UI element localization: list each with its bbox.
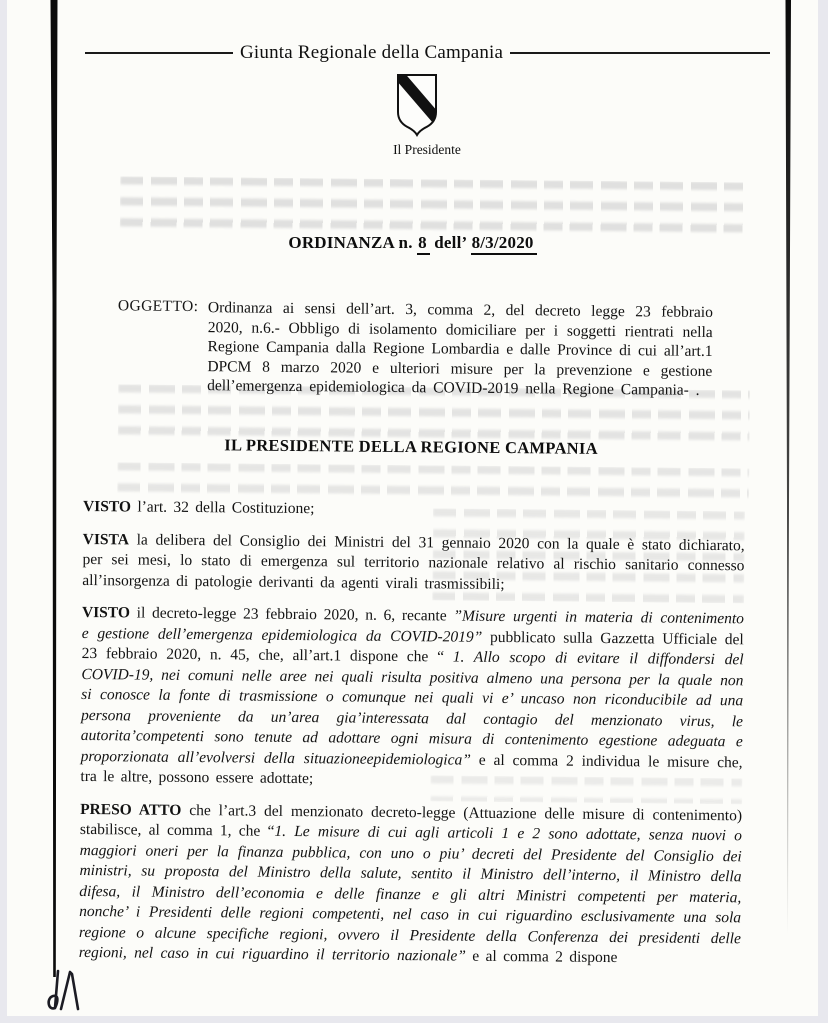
subject-text: Ordinanza ai sensi dell’art. 3, comma 2, del decreto legge 23 febbraio 2020, n.6.- Obbligo di isolamento domiciliare per i soggetti rientrati nella Regione Campania dalla Regione Lombardia e dalle Province di cui all’art.1 DPCM 8 marzo 2020 e ulteriori misure per la prevenzione e gestione dell’emergenza epidemiologica da COVID-2019 nella Regione Campania- . bbox=[207, 299, 713, 399]
subject-block bbox=[117, 297, 718, 400]
text-segment: VISTO bbox=[81, 603, 131, 622]
text-segment: e al comma 2 individua le misure che, tra le altre, possono essere adottate; bbox=[80, 751, 743, 788]
text-segment: che l’art.3 del menzionato decreto-legge (Attuazione delle misure di contenimento) stabilisce, al comma 1, che “ bbox=[79, 801, 743, 840]
text-segment: 1. Le misure di cui agli articoli 1 e 2 sono adottate, senza nuovi o maggiori oneri per la finanza pubblica, con uno o piu’ decreti del Presidente del Consiglio dei ministri, su proposta del Ministro della salute, sentito il Ministro dell’interno, il Ministro della difesa, il Ministro dell’economia e delle finanze e gli altri Ministri competenti per materia, nonche’ i Presidenti delle regioni competenti, nel caso in cui riguardino esclusivamente una sola regione o alcune specifiche regioni, ovvero il Presidente della Conferenza dei presidenti delle regioni, nel caso in cui riguardino il territorio nazionale” bbox=[78, 822, 742, 965]
section-heading: IL PRESIDENTE DELLA REGIONE CAMPANIA bbox=[224, 435, 598, 458]
text-segment: VISTO bbox=[82, 497, 132, 516]
ordinance-date: 8/3/2020 bbox=[471, 233, 537, 255]
text-segment: pubblicato sulla Gazzetta Ufficiale del 23 febbraio 2020, n. 45, che, all’art.1 dispone che “ bbox=[81, 628, 744, 666]
document-paragraphs bbox=[79, 497, 746, 982]
document-body bbox=[7, 0, 818, 1016]
bleedthrough-ghost-text bbox=[117, 462, 749, 502]
text-segment: l’art. 32 della Costituzione; bbox=[130, 498, 315, 518]
paragraph-vista-delibera bbox=[82, 529, 745, 597]
text-segment: il decreto-legge 23 febbraio 2020, n. 6, recante bbox=[129, 604, 454, 625]
ordinance-title-connector: dell’ bbox=[429, 233, 471, 252]
ordinance-title-prefix: ORDINANZA n. bbox=[288, 233, 418, 252]
text-segment: la delibera del Consiglio dei Ministri del 31 gennaio 2020 con la quale è stato dichiarato, per sei mesi, lo stato di emergenza sul territorio nazionale relativo al rischio sanitario connesso all’insorgenza di patologie derivanti da agenti virali trasmissibili; bbox=[82, 530, 745, 593]
institution-name: Giunta Regionale della Campania bbox=[240, 42, 504, 63]
paragraph-preso-atto bbox=[79, 799, 743, 969]
handwritten-initials-mark bbox=[45, 966, 83, 1016]
text-segment: VISTA bbox=[82, 530, 130, 548]
office-title: Il Presidente bbox=[393, 142, 461, 157]
text-segment: ”Misure urgenti in materia di contenimento e gestione dell’emergenza epidemiologica da COVID-2019” bbox=[81, 607, 745, 646]
ordinance-number: 8 bbox=[417, 233, 430, 255]
text-segment: PRESO ATTO bbox=[80, 800, 182, 819]
scanned-document-page bbox=[7, 0, 818, 1016]
text-segment: e al comma 2 dispone bbox=[465, 947, 618, 967]
subject-label: OGGETTO: bbox=[117, 297, 199, 316]
paragraph-visto-decreto-legge bbox=[80, 603, 744, 794]
text-segment: 1. Allo scopo di evitare il diffondersi del COVID-19, nei comuni nelle aree nei quali risulta positiva almeno una persona per la quale non si conosce la fonte di trasmissione o comunque nei quali vi e’ uncaso non riconducibile ad una persona proveniente da un’area gia’interessata dal contagio del menzionato virus, le autorita’competenti sono tenute ad adottare ogni misura di contenimento egestione adeguata e proporzionata all’evolversi della situazioneepidemiologica” bbox=[80, 648, 744, 769]
bleedthrough-ghost-text bbox=[120, 176, 749, 238]
